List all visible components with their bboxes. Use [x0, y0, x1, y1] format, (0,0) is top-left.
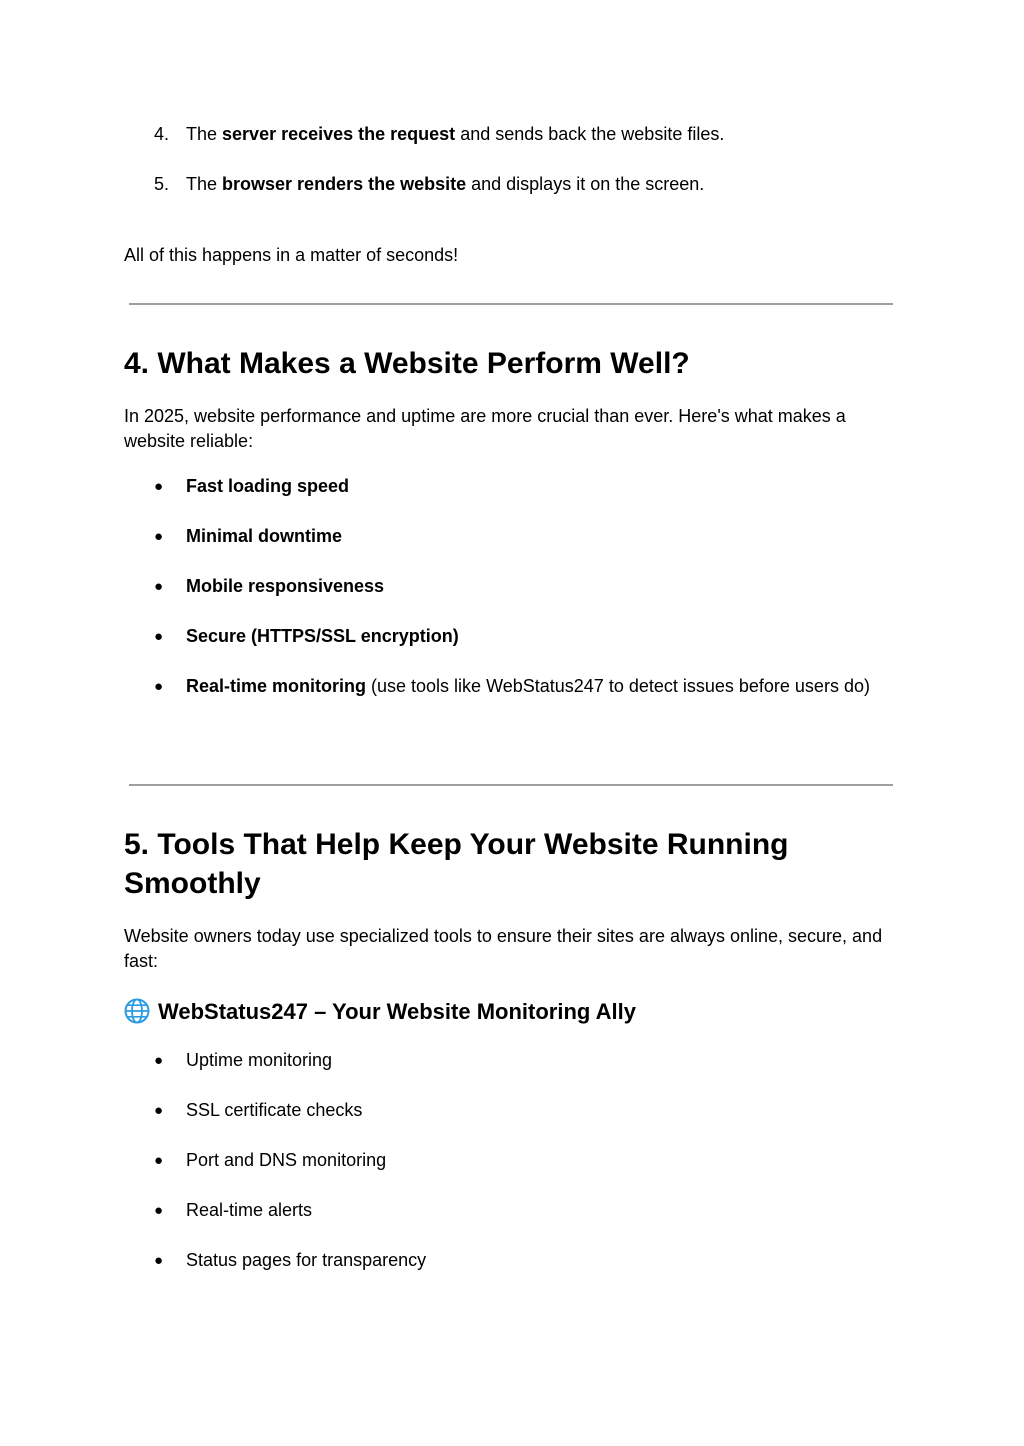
globe-icon	[124, 998, 150, 1024]
horizontal-divider	[129, 784, 893, 786]
list-item-bold: Secure (HTTPS/SSL encryption)	[186, 626, 459, 646]
closing-paragraph: All of this happens in a matter of seconds!	[124, 245, 459, 265]
list-item-text: Uptime monitoring	[186, 1050, 333, 1070]
list-item-text: Real-time alerts	[186, 1200, 313, 1220]
bullet-marker: ●	[154, 1102, 164, 1119]
section-5-heading: 5. Tools That Help Keep Your Website Running Smoothly	[124, 828, 789, 900]
list-item-bold: Mobile responsiveness	[186, 576, 385, 596]
bullet-marker: ●	[154, 528, 164, 545]
item-text-bold: server receives the request	[222, 124, 456, 144]
item-text-prefix: The	[186, 124, 223, 144]
bullet-marker: ●	[154, 1252, 164, 1269]
item-text-suffix: and displays it on the screen.	[466, 174, 705, 194]
item-text-suffix: and sends back the website files.	[455, 124, 725, 144]
bullet-marker: ●	[154, 1202, 164, 1219]
bullet-marker: ●	[154, 628, 164, 645]
list-item-bold: Real-time monitoring	[186, 676, 367, 696]
section-5-intro: Website owners today use specialized tools to ensure their sites are always online, secure, and fast:	[124, 926, 883, 971]
list-item-bold: Minimal downtime	[186, 526, 343, 546]
bullet-marker: ●	[154, 1152, 164, 1169]
list-item-text	[186, 172, 704, 197]
item-text-bold: browser renders the website	[222, 174, 467, 194]
item-text-prefix: The	[186, 174, 223, 194]
list-item-bold: Fast loading speed	[186, 476, 350, 496]
list-item-text	[186, 674, 886, 699]
subheading-text: WebStatus247 – Your Website Monitoring Ally	[158, 999, 636, 1024]
bullet-marker: ●	[154, 478, 164, 495]
list-item-rest: (use tools like WebStatus247 to detect issues before users do)	[366, 676, 870, 696]
list-item-text: Status pages for transparency	[186, 1250, 427, 1270]
section-4-intro: In 2025, website performance and uptime are more crucial than ever. Here's what makes a website reliable:	[124, 406, 846, 451]
bullet-marker: ●	[154, 678, 164, 695]
list-item-text: SSL certificate checks	[186, 1100, 363, 1120]
bullet-marker: ●	[154, 578, 164, 595]
list-item-text	[186, 122, 724, 147]
list-number: 5.	[154, 174, 170, 194]
list-item-text: Port and DNS monitoring	[186, 1150, 387, 1170]
horizontal-divider	[129, 303, 893, 305]
bullet-marker: ●	[154, 1052, 164, 1069]
list-number: 4.	[154, 124, 170, 144]
webstatus-subheading	[124, 998, 636, 1026]
section-4-heading: 4. What Makes a Website Perform Well?	[124, 347, 690, 380]
